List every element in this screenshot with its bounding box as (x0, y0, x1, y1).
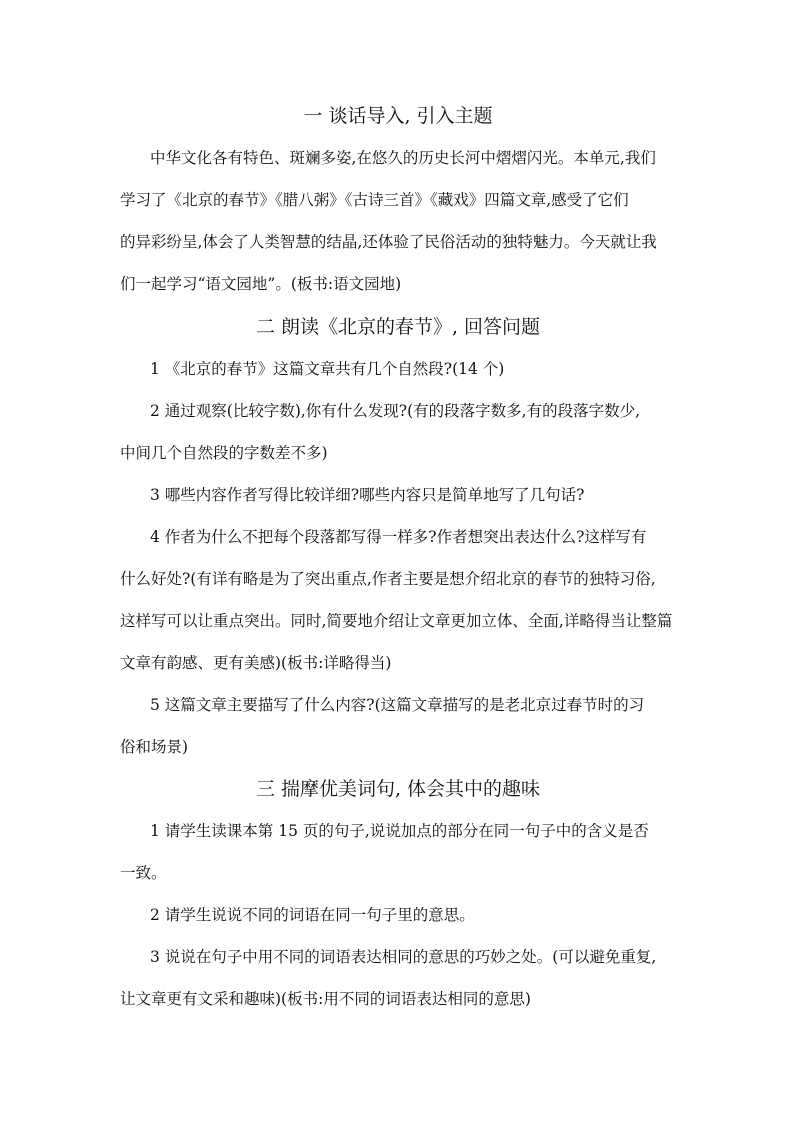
intro-paragraph-line: 的异彩纷呈,体会了人类智慧的结晶,还体验了民俗活动的独特魅力。今天就让我 (120, 233, 657, 251)
intro-paragraph-line: 们一起学习“语文园地”。(板书:语文园地) (120, 275, 402, 293)
question-line: 5 这篇文章主要描写了什么内容?(这篇文章描写的是老北京过春节时的习 (150, 696, 645, 714)
activity-line: 一致。 (120, 864, 167, 882)
section-heading-words: 三 揣摩优美词句, 体会其中的趣味 (255, 778, 541, 800)
intro-paragraph-line: 中华文化各有特色、斑斓多姿,在悠久的历史长河中熠熠闪光。本单元,我们 (150, 149, 656, 167)
activity-line: 让文章更有文采和趣味)(板书:用不同的词语表达相同的意思) (120, 990, 531, 1008)
question-line: 中间几个自然段的字数差不多) (120, 444, 328, 462)
question-line: 4 作者为什么不把每个段落都写得一样多?作者想突出表达什么?这样写有 (150, 528, 647, 546)
activity-line: 3 说说在句子中用不同的词语表达相同的意思的巧妙之处。(可以避免重复, (150, 948, 657, 966)
question-line: 文章有韵感、更有美感)(板书:详略得当) (120, 654, 392, 672)
question-line: 这样写可以让重点突出。同时,简要地介绍让文章更加立体、全面,详略得当让整篇 (120, 612, 673, 630)
question-line: 什么好处?(有详有略是为了突出重点,作者主要是想介绍北京的春节的独特习俗, (120, 570, 656, 588)
activity-line: 2 请学生说说不同的词语在同一句子里的意思。 (150, 906, 475, 924)
question-line: 3 哪些内容作者写得比较详细?哪些内容只是简单地写了几句话? (150, 486, 585, 504)
section-heading-reading: 二 朗读《北京的春节》, 回答问题 (255, 316, 541, 338)
intro-paragraph-line: 学习了《北京的春节》《腊八粥》《古诗三首》《藏戏》四篇文章,感受了它们 (120, 191, 629, 209)
question-line: 俗和场景) (120, 738, 189, 756)
section-heading-intro: 一 谈话导入, 引入主题 (303, 105, 493, 127)
activity-line: 1 请学生读课本第 15 页的句子,说说加点的部分在同一句子中的含义是否 (150, 822, 649, 840)
question-line: 2 通过观察(比较字数),你有什么发现?(有的段落字数多,有的段落字数少, (150, 402, 641, 420)
question-line: 1 《北京的春节》这篇文章共有几个自然段?(14 个) (150, 360, 505, 378)
